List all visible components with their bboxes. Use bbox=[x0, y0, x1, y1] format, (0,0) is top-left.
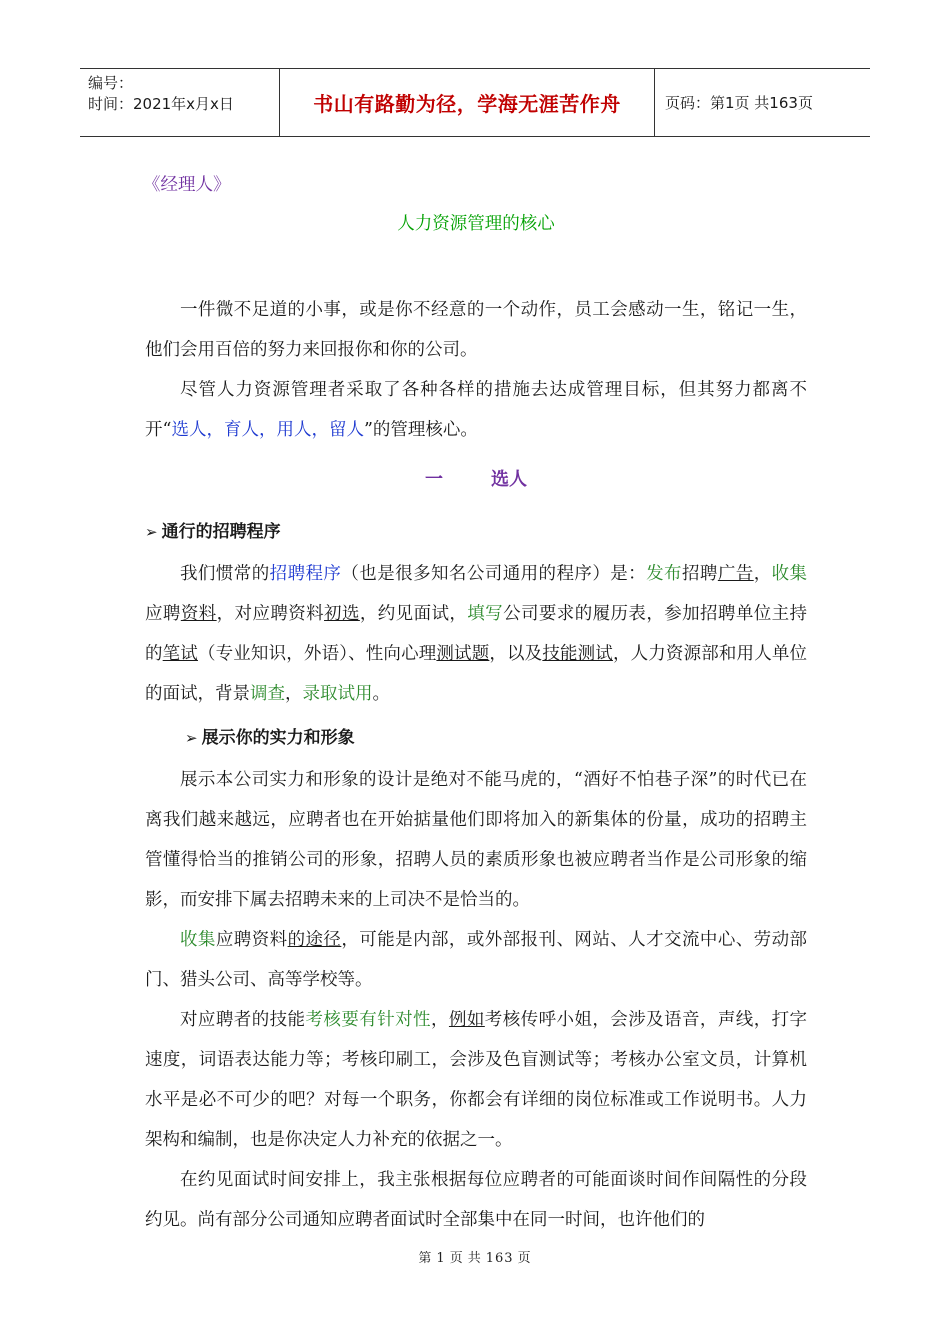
skill-paragraph: 对应聘者的技能考核要有针对性，例如考核传呼小姐，会涉及语音，声线，打字速度，词语表达能力等；考核印刷工，会涉及色盲测试等；考核办公室文员，计算机水平是必不可少的吧？对每一个职务，你都会有详细的岗位标准或工作说明书。人力架构和编制，也是你决定人力补充的依据之一。 bbox=[145, 1010, 808, 1150]
intro-paragraph-1: 一件微不足道的小事，或是你不经意的一个动作，员工会感动一生，铭记一生，他们会用百倍的努力来回报你和你的公司。 bbox=[145, 300, 807, 360]
section-heading bbox=[145, 450, 807, 510]
book-title: 《经理人》 bbox=[143, 175, 231, 195]
show-paragraph: 展示本公司实力和形象的设计是绝对不能马虎的，“酒好不怕巷子深”的时代已在离我们越来越远，应聘者也在开始掂量他们即将加入的新集体的份量，成功的招聘主管懂得恰当的推销公司的形象，招聘人员的素质形象也被应聘者当作是公司形象的缩影，而安排下属去招聘未来的上司决不是恰当的。 bbox=[145, 770, 807, 910]
collect-paragraph: 收集应聘资料的途径，可能是内部，或外部报刊、网站、人才交流中心、劳动部门、猎头公司、高等学校等。 bbox=[145, 930, 808, 990]
header-page-code: 页码：第1页 共163页 bbox=[665, 94, 813, 112]
intro-paragraph-2: 尽管人力资源管理者采取了各种各样的措施去达成管理目标，但其努力都离不开“选人，育人，用人，留人”的管理核心。 bbox=[145, 380, 807, 440]
section-number: 一 bbox=[425, 469, 443, 490]
bullet-heading-recruit: ➢ 通行的招聘程序 bbox=[145, 522, 281, 542]
bullet-heading-show: ➢ 展示你的实力和形象 bbox=[185, 728, 355, 748]
arrow-bullet-icon: ➢ bbox=[145, 523, 158, 541]
interview-paragraph: 在约见面试时间安排上，我主张根据每位应聘者的可能面谈时间作间隔性的分段约见。尚有部分公司通知应聘者面试时全部集中在同一时间，也许他们的 bbox=[145, 1170, 807, 1230]
recruit-paragraph: 我们惯常的招聘程序（也是很多知名公司通用的程序）是：发布招聘广告，收集应聘资料，对应聘资料初选，约见面试，填写公司要求的履历表，参加招聘单位主持的笔试（专业知识，外语）、性向心理测试题，以及技能测试，人力资源部和用人单位的面试，背景调查，录取试用。 bbox=[145, 564, 808, 704]
number-label: 编号： bbox=[88, 74, 134, 92]
time-label: 时间：2021年x月x日 bbox=[88, 95, 234, 113]
arrow-bullet-icon: ➢ bbox=[185, 729, 198, 747]
header-motto: 书山有路勤为径，学海无涯苦作舟 bbox=[280, 69, 655, 136]
section-title: 选人 bbox=[491, 469, 527, 490]
document-body bbox=[145, 170, 807, 1240]
page-header bbox=[80, 68, 870, 137]
header-meta bbox=[80, 69, 280, 136]
article-subtitle: 人力资源管理的核心 bbox=[397, 214, 555, 234]
core-keywords: 选人，育人，用人，留人 bbox=[171, 420, 364, 440]
page-footer: 第 1 页 共 163 页 bbox=[418, 1251, 532, 1266]
